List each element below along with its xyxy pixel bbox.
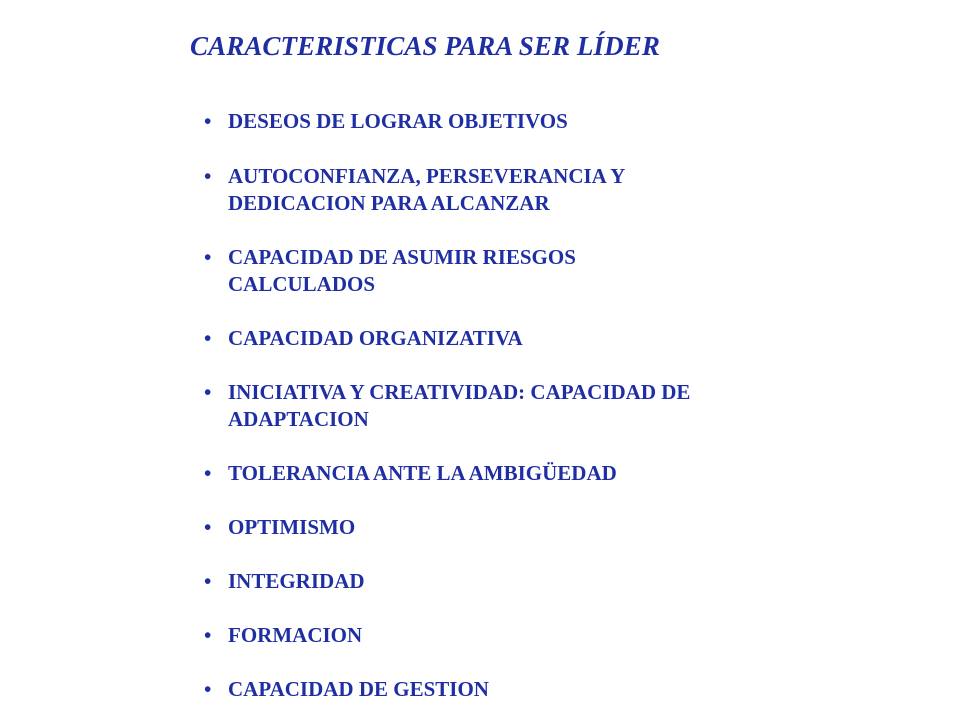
bullet-text: TOLERANCIA ANTE LA AMBIGÜEDAD bbox=[228, 461, 617, 485]
bullet-item bbox=[204, 244, 576, 298]
bullet-item bbox=[204, 622, 362, 649]
bullet-text: CAPACIDAD DE ASUMIR RIESGOS bbox=[228, 245, 576, 269]
bullet-dot-icon: • bbox=[204, 245, 212, 269]
bullet-item bbox=[204, 676, 489, 703]
bullet-item bbox=[204, 568, 365, 595]
bullet-text: DESEOS DE LOGRAR OBJETIVOS bbox=[228, 109, 568, 133]
slide-title: CARACTERISTICAS PARA SER LÍDER bbox=[190, 31, 660, 61]
bullet-text-continuation: DEDICACION PARA ALCANZAR bbox=[228, 191, 550, 215]
bullet-text-continuation: CALCULADOS bbox=[228, 272, 376, 296]
bullet-text: CAPACIDAD DE GESTION bbox=[228, 677, 489, 701]
bullet-text: CAPACIDAD ORGANIZATIVA bbox=[228, 326, 523, 350]
bullet-text: AUTOCONFIANZA, PERSEVERANCIA Y bbox=[228, 164, 626, 188]
bullet-item bbox=[204, 460, 617, 487]
bullet-text: OPTIMISMO bbox=[228, 515, 356, 539]
bullet-text: FORMACION bbox=[228, 623, 363, 647]
bullet-text: INTEGRIDAD bbox=[228, 569, 365, 593]
bullet-dot-icon: • bbox=[204, 623, 212, 647]
bullet-text: INICIATIVA Y CREATIVIDAD: CAPACIDAD DE bbox=[228, 380, 691, 404]
bullet-dot-icon: • bbox=[204, 380, 212, 404]
bullet-dot-icon: • bbox=[204, 515, 212, 539]
bullet-item bbox=[204, 108, 568, 135]
bullet-item bbox=[204, 379, 690, 433]
bullet-dot-icon: • bbox=[204, 677, 212, 701]
bullet-dot-icon: • bbox=[204, 109, 212, 133]
bullet-item bbox=[204, 163, 625, 217]
bullet-dot-icon: • bbox=[204, 164, 212, 188]
bullet-item bbox=[204, 325, 523, 352]
bullet-item bbox=[204, 514, 355, 541]
bullet-text-continuation: ADAPTACION bbox=[228, 407, 369, 431]
bullet-dot-icon: • bbox=[204, 326, 212, 350]
bullet-dot-icon: • bbox=[204, 569, 212, 593]
bullet-dot-icon: • bbox=[204, 461, 212, 485]
